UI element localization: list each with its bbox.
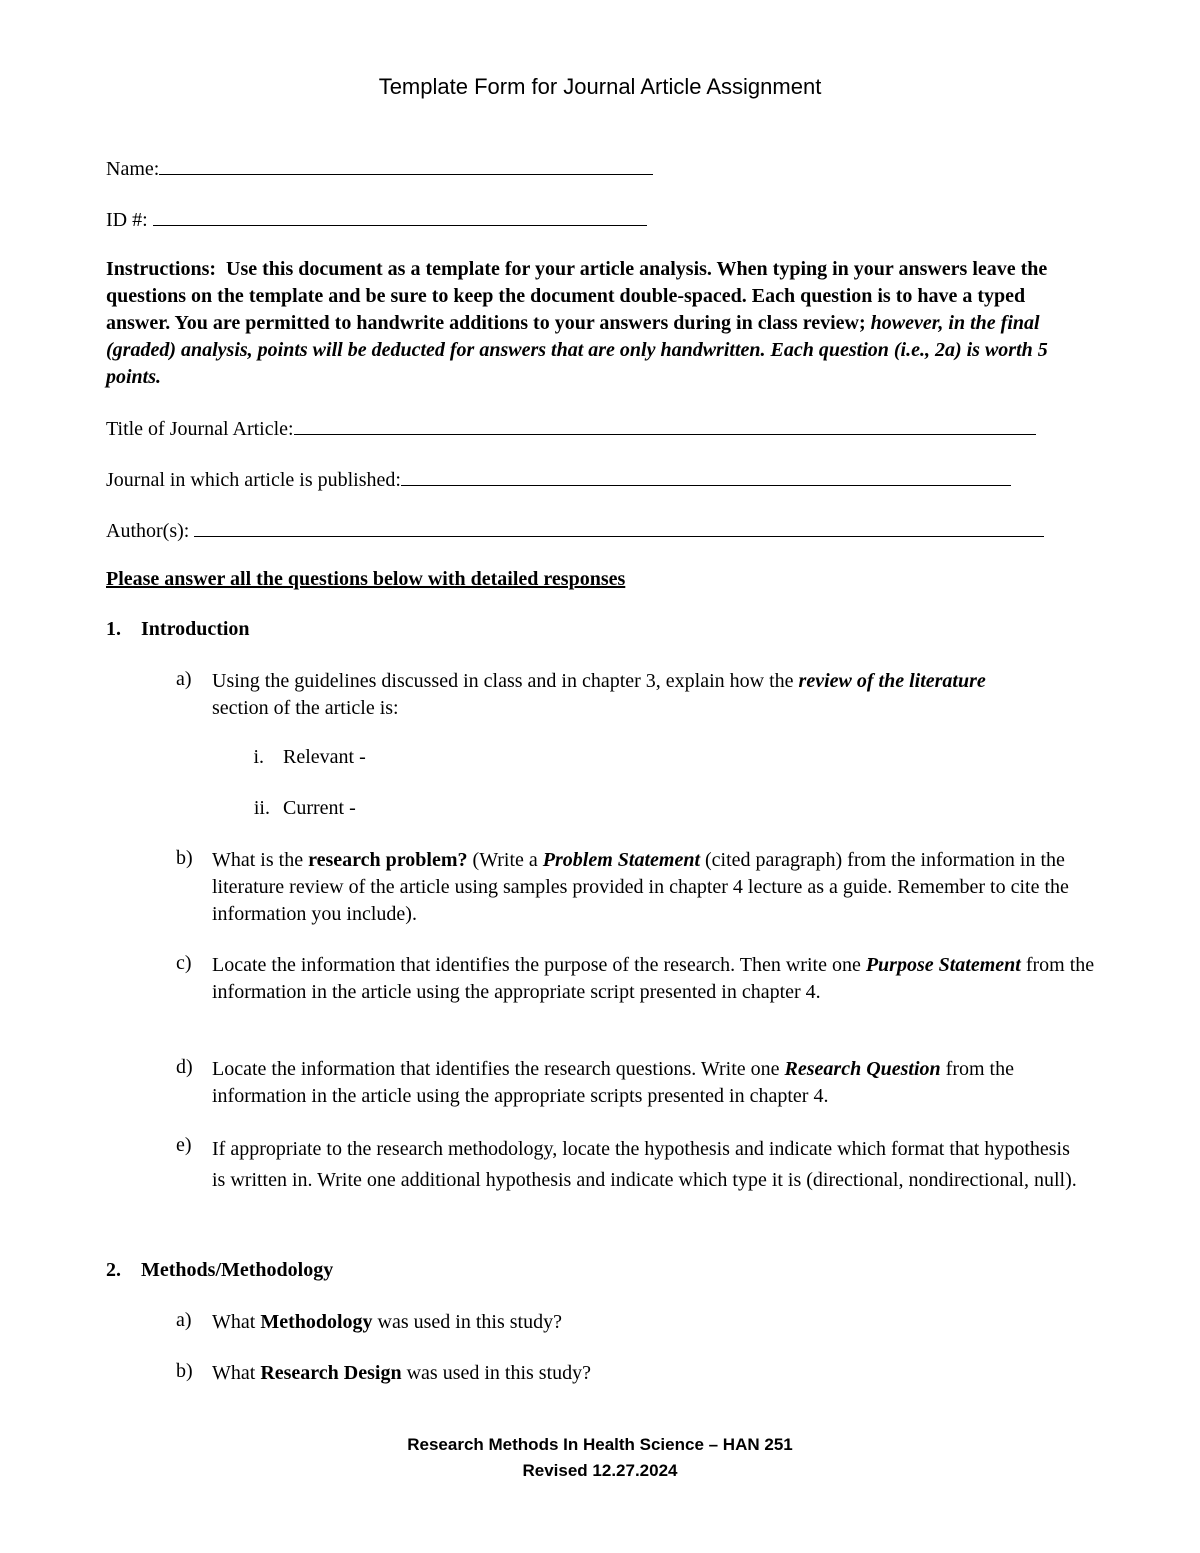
article-title-field[interactable] (106, 416, 1036, 441)
section-1-heading (106, 618, 250, 641)
question-1a (0, 668, 1200, 728)
question-1d-text-part2: from the information in the article using the appropriate scripts presented in chapter 4. (212, 1058, 1014, 1107)
question-1b-bold: research problem? (308, 849, 468, 871)
question-2a-text (212, 1309, 1102, 1336)
question-1d-text (212, 1056, 1082, 1110)
question-1c-label: c) (176, 952, 192, 974)
article-title-label: Title of Journal Article: (106, 418, 294, 440)
question-1e (0, 1134, 1200, 1224)
question-2b (0, 1360, 1200, 1390)
question-2a-text-part1: What (212, 1311, 261, 1333)
question-1b (0, 847, 1200, 932)
name-label: Name: (106, 158, 160, 180)
question-1b-emphasis: Problem Statement (542, 849, 701, 871)
authors-field[interactable] (106, 518, 1044, 543)
question-1a-label: a) (176, 668, 192, 690)
document-title: Template Form for Journal Article Assignment (378, 74, 822, 99)
question-1d-emphasis: Research Question (784, 1058, 941, 1080)
article-title-blank-line[interactable] (294, 416, 1036, 435)
question-1b-text-part3: (cited paragraph) from the information in the literature review of the article using samples provided in chapter 4 lecture as a guide. Remember to cite the information you include). (212, 849, 1069, 925)
journal-blank-line[interactable] (401, 467, 1011, 486)
question-1b-label: b) (176, 847, 193, 869)
question-2b-bold: Research Design (260, 1362, 402, 1384)
section-1-number: 1. (106, 618, 121, 640)
journal-field[interactable] (106, 467, 1011, 492)
question-1a-ii (0, 797, 1200, 825)
id-blank-line[interactable] (153, 207, 647, 226)
question-1c (0, 952, 1200, 1037)
question-2b-text (212, 1360, 1102, 1387)
question-1c-text-part2: from the information in the article using the appropriate script presented in chapter 4. (212, 954, 1095, 1003)
questions-heading: Please answer all the questions below with detailed responses (106, 568, 626, 590)
question-1c-text (212, 952, 1107, 1006)
question-1e-text: If appropriate to the research methodology, locate the hypothesis and indicate which format that hypothesis is written in. Write one additional hypothesis and indicate which type it is (directional, nondirectional, null). (212, 1138, 1077, 1191)
question-2b-text-part2: was used in this study? (401, 1362, 592, 1384)
question-1a-text-part2: section of the article is: (212, 697, 399, 719)
question-1d (0, 1056, 1200, 1116)
question-2b-label: b) (176, 1360, 193, 1382)
journal-label: Journal in which article is published: (106, 469, 401, 491)
instructions-text: Use this document as a template for your article analysis. When typing in your answers leave the questions on the template and be sure to keep the document double-spaced. Each question is to have a typed answer. You are permitted to handwrite additions to your answers during in class review; (106, 258, 1048, 334)
relevant-label: Relevant - (283, 746, 366, 768)
section-1-title: Introduction (141, 618, 250, 640)
question-2a-label: a) (176, 1309, 192, 1331)
question-1c-text-part1: Locate the information that identifies the purpose of the research. Then write one (212, 954, 866, 976)
question-1d-label: d) (176, 1056, 193, 1078)
question-1b-text-part2: (Write a (467, 849, 543, 871)
authors-blank-line[interactable] (194, 518, 1044, 537)
instructions-warning: however, in the final (graded) analysis, points will be deducted for answers that are only handwritten. Each question (i.e., 2a) is worth 5 points. (106, 312, 1048, 388)
roman-ii-label: ii. (253, 797, 270, 819)
page-footer (0, 1432, 1200, 1484)
section-2-heading (106, 1259, 333, 1282)
question-1a-text-part1: Using the guidelines discussed in class and in chapter 3, explain how the (212, 670, 799, 692)
name-field[interactable] (106, 156, 653, 181)
question-1a-emphasis: review of the literature (798, 670, 986, 692)
question-2a-text-part2: was used in this study? (372, 1311, 562, 1333)
question-1b-text (212, 847, 1092, 928)
question-2a-bold: Methodology (260, 1311, 373, 1333)
id-label: ID #: (106, 209, 148, 231)
question-1b-text-part1: What is the (212, 849, 309, 871)
question-1a-text (212, 668, 1042, 722)
question-2b-text-part1: What (212, 1362, 261, 1384)
roman-i-label: i. (253, 746, 264, 768)
instructions (106, 256, 1076, 391)
question-1c-emphasis: Purpose Statement (865, 954, 1021, 976)
footer-course: Research Methods In Health Science – HAN 251 (407, 1435, 793, 1454)
footer-revision: Revised 12.27.2024 (522, 1461, 678, 1480)
section-2-number: 2. (106, 1259, 121, 1281)
question-2a (0, 1309, 1200, 1339)
question-1e-label: e) (176, 1134, 192, 1156)
authors-label: Author(s): (106, 520, 190, 542)
name-blank-line[interactable] (159, 156, 653, 175)
id-field[interactable] (106, 207, 647, 232)
current-label: Current - (283, 797, 356, 819)
question-1d-text-part1: Locate the information that identifies the research questions. Write one (212, 1058, 785, 1080)
section-2-title: Methods/Methodology (141, 1259, 334, 1281)
question-1a-i (0, 746, 1200, 774)
instructions-label: Instructions: (106, 258, 217, 280)
